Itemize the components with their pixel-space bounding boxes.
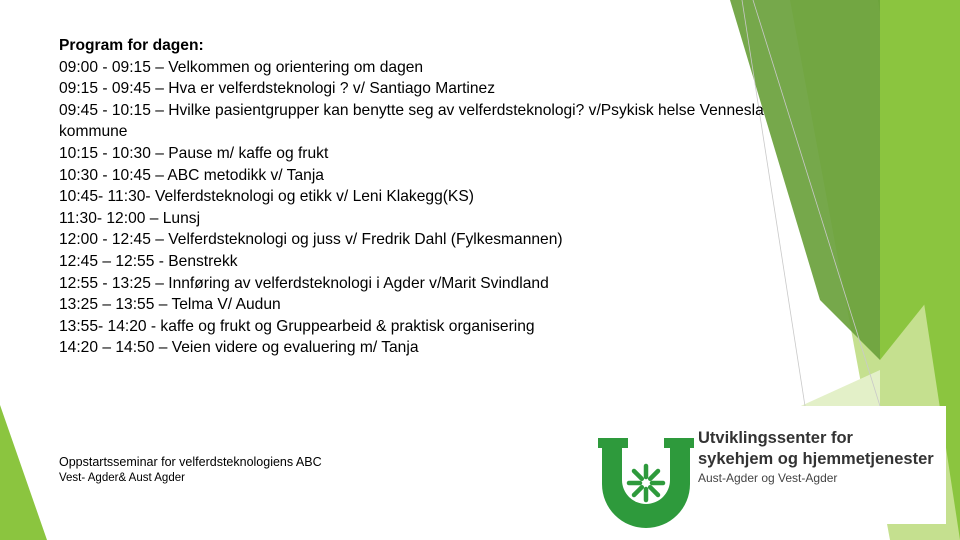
footer-seminar-title: Oppstartsseminar for velferdsteknologiens ABC (59, 455, 322, 469)
agenda-line: 09:45 - 10:15 – Hvilke pasientgrupper kan benytte seg av velferdsteknologi? v/Psykisk helse Vennesla (59, 101, 764, 119)
agenda-line: 12:00 - 12:45 – Velferdsteknologi og juss v/ Fredrik Dahl (Fylkesmannen) (59, 231, 563, 249)
logo-u-icon (596, 436, 696, 531)
agenda-line: 09:15 - 09:45 – Hva er velferdsteknologi ? v/ Santiago Martinez (59, 80, 496, 98)
logo-line-3: Aust-Agder og Vest-Agder (698, 471, 838, 485)
agenda-line: 14:20 – 14:50 – Veien videre og evaluering m/ Tanja (59, 339, 419, 357)
footer (59, 454, 322, 486)
left-green-triangle (0, 405, 47, 540)
agenda-title: Program for dagen: (59, 37, 204, 54)
agenda (59, 35, 899, 359)
agenda-line: 09:00 - 09:15 – Velkommen og orientering om dagen (59, 58, 424, 76)
agenda-line: 10:45- 11:30- Velferdsteknologi og etikk v/ Leni Klakegg(KS) (59, 188, 474, 206)
agenda-line: 12:45 – 12:55 - Benstrekk (59, 252, 238, 270)
logo-line-2: sykehjem og hjemmetjenester (698, 450, 934, 468)
logo-block (578, 406, 946, 524)
agenda-line: kommune (59, 123, 128, 141)
footer-region: Vest- Agder& Aust Agder (59, 472, 185, 484)
agenda-line: 10:30 - 10:45 – ABC metodikk v/ Tanja (59, 166, 324, 184)
logo-text (698, 428, 934, 486)
agenda-line: 10:15 - 10:30 – Pause m/ kaffe og frukt (59, 144, 329, 162)
logo-line-1: Utviklingssenter for (698, 429, 853, 447)
agenda-line: 11:30- 12:00 – Lunsj (59, 209, 201, 227)
agenda-line: 13:55- 14:20 - kaffe og frukt og Gruppearbeid & praktisk organisering (59, 317, 535, 335)
agenda-line: 13:25 – 13:55 – Telma V/ Audun (59, 296, 281, 314)
agenda-line: 12:55 - 13:25 – Innføring av velferdsteknologi i Agder v/Marit Svindland (59, 274, 549, 292)
